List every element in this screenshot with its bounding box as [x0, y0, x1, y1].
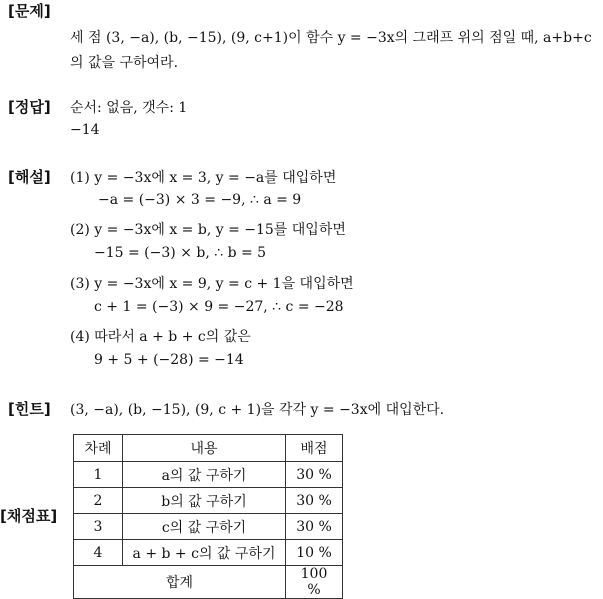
solution-line: (2) y = −3x에 x = b, y = −15를 대입하면	[70, 222, 346, 238]
table-row	[74, 540, 343, 566]
solution-line: c + 1 = (−3) × 9 = −27, ∴ c = −28	[94, 299, 344, 315]
row-step: 4	[74, 540, 123, 566]
row-points: 30 %	[286, 514, 343, 540]
solution-line: (1) y = −3x에 x = 3, y = −a를 대입하면	[70, 170, 337, 186]
row-content: a + b + c의 값 구하기	[123, 540, 286, 566]
row-points: 10 %	[286, 540, 343, 566]
row-content: b의 값 구하기	[123, 488, 286, 514]
hint-tag: [힌트]	[8, 400, 51, 418]
hint-text: (3, −a), (b, −15), (9, c + 1)을 각각 y = −3x에 대입한다.	[70, 402, 445, 418]
grading-table	[73, 434, 343, 599]
row-content: c의 값 구하기	[123, 514, 286, 540]
row-points: 30 %	[286, 488, 343, 514]
answer-tag: [정답]	[8, 98, 51, 116]
problem-text-line2: 의 값을 구하여라.	[70, 55, 179, 71]
table-header-row	[74, 435, 343, 462]
row-step: 3	[74, 514, 123, 540]
row-content: a의 값 구하기	[123, 462, 286, 488]
table-row	[74, 488, 343, 514]
solution-line: −15 = (−3) × b, ∴ b = 5	[94, 245, 267, 261]
problem-text-line1: 세 점 (3, −a), (b, −15), (9, c+1)이 함수 y = −3x의 그래프 위의 점일 때, a+b+c	[70, 30, 592, 46]
row-points: 30 %	[286, 462, 343, 488]
solution-tag: [해설]	[8, 168, 51, 186]
row-step: 1	[74, 462, 123, 488]
header-content: 내용	[123, 435, 286, 462]
grading-tag: [채점표]	[0, 507, 58, 525]
solution-line: (4) 따라서 a + b + c의 값은	[70, 329, 251, 345]
problem-tag: [문제]	[8, 2, 51, 20]
header-step: 차례	[74, 435, 123, 462]
solution-line: 9 + 5 + (−28) = −14	[94, 352, 244, 368]
answer-value: −14	[70, 122, 100, 138]
row-step: 2	[74, 488, 123, 514]
table-row	[74, 514, 343, 540]
total-label: 합계	[74, 566, 286, 599]
total-points: 100 %	[286, 566, 343, 599]
header-points: 배점	[286, 435, 343, 462]
table-row	[74, 462, 343, 488]
answer-meta: 순서: 없음, 갯수: 1	[70, 100, 188, 116]
solution-line: −a = (−3) × 3 = −9, ∴ a = 9	[98, 192, 302, 208]
solution-line: (3) y = −3x에 x = 9, y = c + 1을 대입하면	[70, 276, 354, 292]
